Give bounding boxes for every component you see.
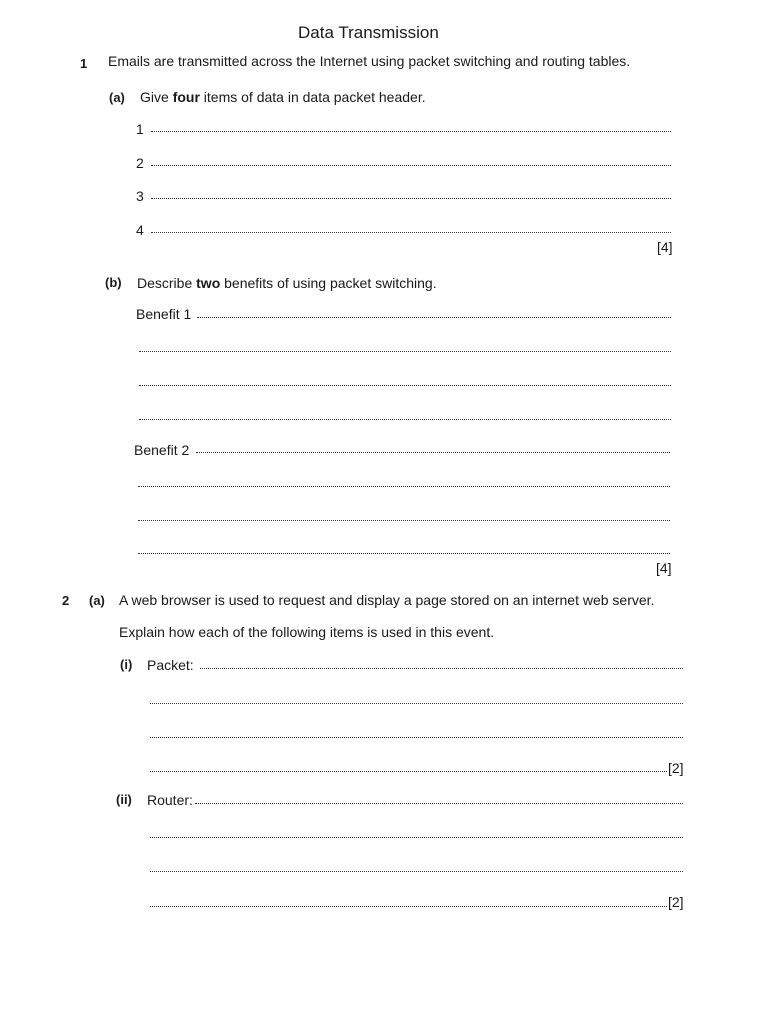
answer-line-1a-1[interactable]	[151, 131, 671, 132]
answer-line-benefit2-3[interactable]	[138, 520, 670, 521]
part-1a-emphasis: four	[172, 89, 200, 105]
answer-line-packet-1[interactable]	[200, 668, 683, 669]
part-1b-prompt	[137, 274, 437, 292]
part-1a-label: (a)	[109, 90, 125, 105]
part-1a-prompt	[140, 88, 426, 106]
part-1b-prompt-end: benefits of using packet switching.	[220, 275, 437, 291]
part-1b-prompt-start: Describe	[137, 275, 197, 291]
answer-line-benefit1-1[interactable]	[197, 317, 671, 318]
subpart-ii-label: (ii)	[116, 792, 132, 807]
page-title: Data Transmission	[298, 23, 439, 42]
answer-item-number-3: 3	[136, 188, 144, 204]
answer-line-packet-3[interactable]	[150, 737, 683, 738]
answer-line-benefit2-2[interactable]	[138, 486, 670, 487]
benefit-1-label: Benefit 1	[136, 306, 192, 322]
question-2-number: 2	[62, 593, 70, 608]
subpart-i-text: Packet:	[147, 657, 194, 673]
question-1-number: 1	[80, 56, 88, 71]
question-1-stem: Emails are transmitted across the Internet using packet switching and routing tables.	[108, 53, 631, 69]
part-1b-label: (b)	[105, 275, 122, 290]
answer-line-router-3[interactable]	[150, 871, 683, 872]
marks-2ai: [2]	[668, 760, 684, 776]
answer-line-benefit2-4[interactable]	[138, 553, 670, 554]
benefit-2-label: Benefit 2	[134, 442, 190, 458]
answer-line-packet-2[interactable]	[150, 703, 683, 704]
part-2a-stem: A web browser is used to request and display a page stored on an internet web server.	[119, 592, 655, 608]
part-1b-emphasis: two	[196, 275, 221, 291]
answer-line-benefit2-1[interactable]	[196, 452, 670, 453]
marks-1a: [4]	[657, 239, 673, 255]
marks-2aii: [2]	[668, 894, 684, 910]
answer-line-1a-4[interactable]	[151, 232, 671, 233]
part-2a-label: (a)	[89, 593, 105, 608]
answer-line-1a-2[interactable]	[151, 165, 671, 166]
part-1a-prompt-end: items of data in data packet header.	[199, 89, 426, 105]
subpart-ii-text: Router:	[147, 792, 193, 808]
answer-line-benefit1-3[interactable]	[139, 385, 671, 386]
answer-line-packet-4[interactable]	[150, 771, 667, 772]
marks-1b: [4]	[656, 560, 672, 576]
answer-item-number-1: 1	[136, 121, 144, 137]
answer-line-1a-3[interactable]	[151, 198, 671, 199]
answer-item-number-4: 4	[136, 222, 144, 238]
answer-line-router-4[interactable]	[150, 906, 667, 907]
answer-line-benefit1-4[interactable]	[139, 419, 671, 420]
subpart-i-label: (i)	[120, 657, 133, 672]
answer-line-benefit1-2[interactable]	[139, 351, 671, 352]
answer-item-number-2: 2	[136, 155, 144, 171]
answer-line-router-1[interactable]	[195, 803, 683, 804]
part-2a-instruction: Explain how each of the following items is used in this event.	[119, 624, 495, 640]
answer-line-router-2[interactable]	[150, 837, 683, 838]
part-1a-prompt-start: Give	[140, 89, 173, 105]
